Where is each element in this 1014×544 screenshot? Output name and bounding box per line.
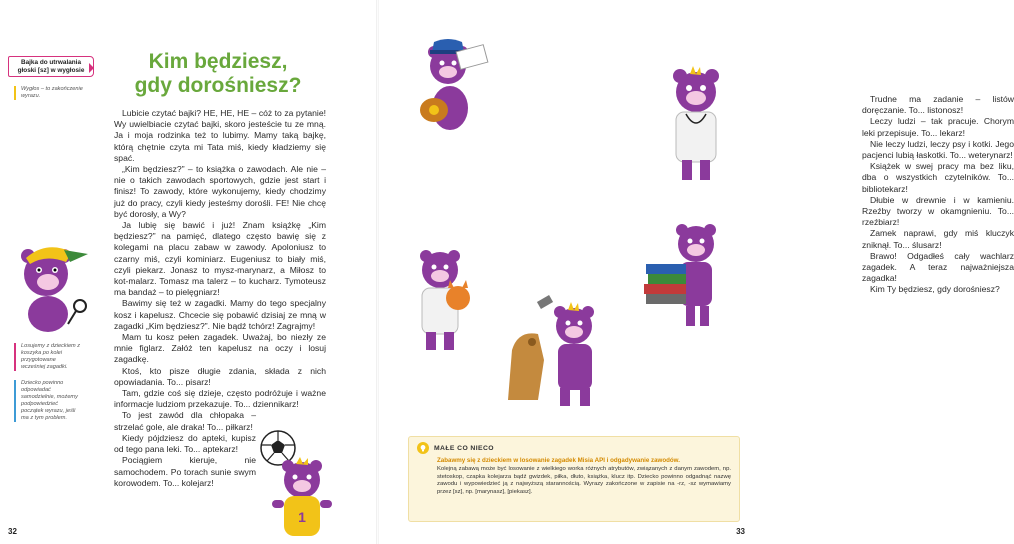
paragraph: Ja lubię się bawić i już! Znam książkę „Kim będziesz?” na pamięć, dlatego często bawię się z kolegami na placu zabaw w zawody. Apoloniusz to czarny miś, czyli kominiarz. Eugeniusz to biały miś, czyli piekarz. Jonasz to mysz-marynarz, a Miłosz to kot-malarz. Tomasz ma talerz – to kucharz. Tymoteusz ma bandaż – to pielęgniarz!: [114, 220, 326, 298]
page-number: 32: [8, 527, 17, 536]
svg-text:1: 1: [298, 509, 306, 525]
tips-box-header: [409, 437, 739, 454]
left-page: [0, 0, 377, 544]
paragraph: Trudne ma zadanie – listów doręczanie. To... listonosz!: [862, 94, 1014, 116]
title-line-2: gdy dorośniesz?: [134, 74, 302, 97]
paragraph: To jest zawód dla chłopaka – strzelać gole, ale draka! To... piłkarz!: [114, 410, 256, 432]
title-line-1: Kim będziesz,: [148, 50, 288, 73]
paragraph: Książek w swej pracy ma bez liku, dba o wszystkich czytelników. To... bibliotekarz!: [862, 161, 1014, 194]
paragraph: Brawo! Odgadłeś cały wachlarz zagadek. A teraz najważniejsza zagadka!: [862, 250, 1014, 284]
tips-box: [408, 436, 740, 522]
bear-vet-illustration: [402, 246, 482, 356]
paragraph: Zamek naprawi, gdy miś kluczyk zniknął. To... ślusarz!: [862, 228, 1014, 250]
bear-footballer-illustration: [262, 456, 342, 544]
paragraph: Pociągiem kieruje, nie samochodem. Po torach sunie swym korowodem. To... kolejarz!: [114, 455, 256, 488]
paragraph: Ktoś, kto pisze długie zdania, składa z nich opowiadania. To... pisarz!: [114, 365, 326, 387]
bear-postman-illustration: [408, 30, 498, 140]
bear-doctor-illustration: [646, 62, 746, 192]
topic-tag: Bajka do utrwalania głoski [sz] w wygłosie: [8, 56, 94, 77]
tips-box-title: MAŁE CO NIECO: [434, 444, 494, 452]
paragraph: Dłubie w drewnie i w kamieniu. Rzeźby tworzy w okamgnieniu. To... rzeźbiarz!: [862, 194, 1014, 228]
paragraph: Kiedy pójdziesz do apteki, kupisz od tego pana leki. To... aptekarz!: [114, 432, 256, 455]
paragraph: Nie leczy ludzi, leczy psy i kotki. Jego pacjenci lubią łaskotki. To... weterynarz!: [862, 138, 1014, 161]
paragraph: Tam, gdzie coś się dzieje, często podróżuje i ważne informacje ludziom przekazuje. To... dziennikarz!: [114, 388, 326, 410]
paragraph: Lubicie czytać bajki? HE, HE, HE – cóż to za pytanie! Wy uwielbiacie czytać bajki, skoro jesteście tu ze mną. Ja i moja rodzinka też to lubimy. Mamy taką bajkę, którą chętnie czyta mi Tata miś, kiedy kładziemy się spać.: [114, 108, 326, 163]
story-title: [108, 50, 328, 98]
bear-sculptor-illustration: [498, 290, 618, 420]
tips-box-lead: Zabawmy się z dzieckiem w losowanie zagadek Misia API i odgadywanie zawodów.: [437, 457, 680, 464]
note-losujemy: Losujemy z dzieckiem z koszyka po kolei przygotowane wcześniej zagadki.: [14, 343, 81, 371]
lightbulb-icon: [417, 442, 429, 454]
page-number: 33: [736, 527, 745, 536]
paragraph: „Kim będziesz?” – to książka o zawodach. Ale nie – nie o takich zawodach sportowych, gdzie jest start i finisz! To zawody, które wykonujemy, kiedy chodzimy już do pracy, czyli kiedy jesteśmy dorośli. FE! Nie chcę być dorosły, a Wy?: [114, 164, 326, 219]
paragraph: Mam tu kosz pełen zagadek. Uważaj, bo niezły ze mnie figlarz. Załóż ten kapelusz na oczy i losuj zagadkę.: [114, 332, 326, 365]
tips-box-body: Kolejną zabawą może być losowanie z wielkiego worka różnych atrybutów, związanych z danym zawodem, np. stetoskop, czapka kolejarza bądź gwizdek, piłka, dłuto, książka, klucz itp. Dziecko powinno odgadnąć nazwę zawodu i wypowiedzieć ją z najwyższą starannością. Wyrazy zakończone w zapisie na -rz, -sz wymawiamy przez [sz], np. [marynasz], [piekasz].: [437, 466, 731, 495]
bear-librarian-illustration: [640, 220, 740, 340]
note-dziecko: Dziecko powinno odpowiadać samodzielnie, możemy podpowiedzieć początek wyrazu, jeśli ma z tym problem.: [14, 380, 81, 422]
note-wyglos: Wygłos – to zakończenie wyrazu.: [14, 86, 91, 100]
story-text-right: [862, 94, 1014, 296]
paragraph: Bawimy się też w zagadki. Mamy do tego specjalny kosz i kapelusz. Chcecie się pobawić dzisiaj ze mną w zagadki „Kim będziesz?”. Nie bądź tchórz! Zagrajmy!: [114, 298, 326, 331]
paragraph: Kim Ty będziesz, gdy dorośniesz?: [870, 284, 1000, 295]
paragraph: Leczy ludzi – tak pracuje. Chorym leki przepisuje. To... lekarz!: [862, 116, 1014, 138]
bear-chimney-cap-illustration: [6, 236, 96, 336]
